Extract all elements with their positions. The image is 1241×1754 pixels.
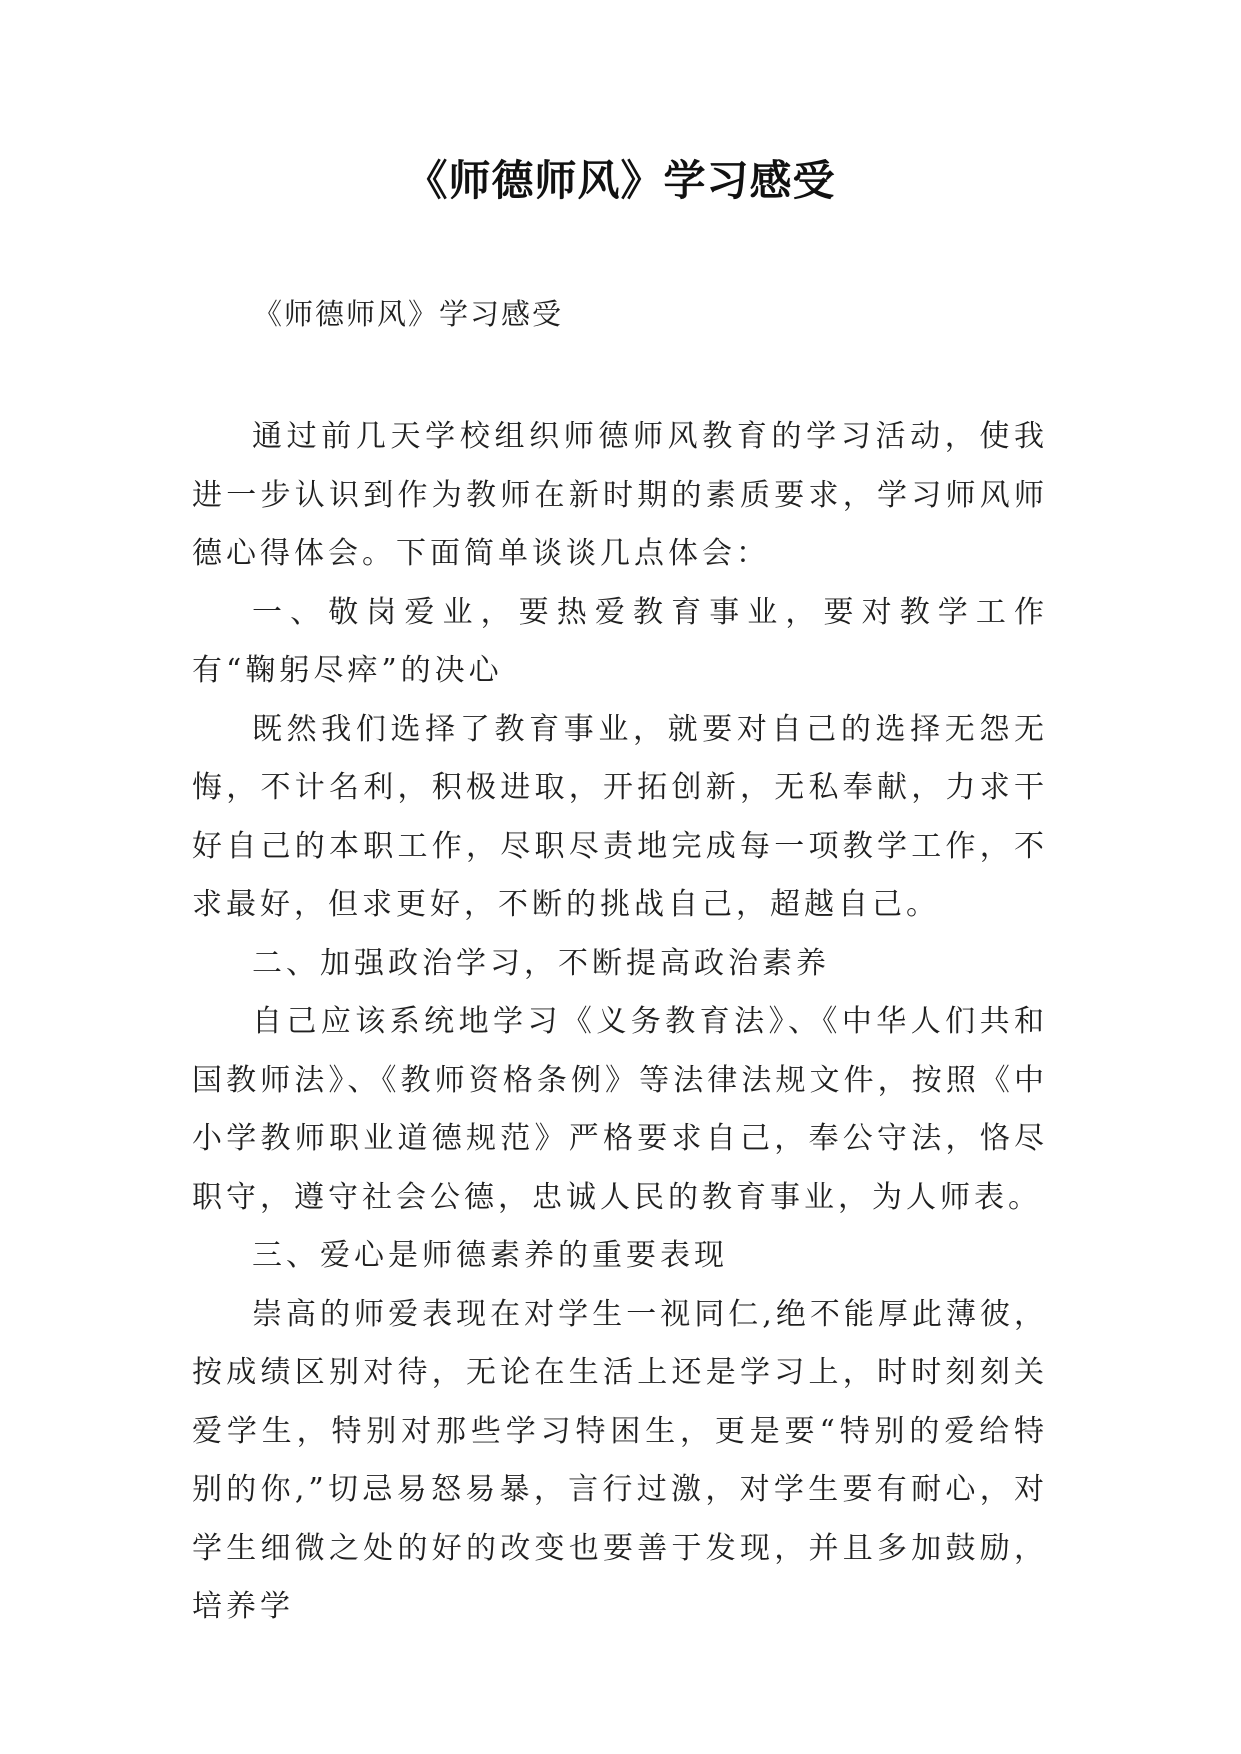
paragraph-section-1: 既然我们选择了教育事业，就要对自己的选择无怨无悔，不计名利，积极进取，开拓创新，无私奉献，力求干好自己的本职工作，尽职尽责地完成每一项教学工作，不求最好，但求更好，不断的挑战自己，超越自己。 xyxy=(192,711,1048,922)
paragraph-section-3: 崇高的师爱表现在对学生一视同仁,绝不能厚此薄彼，按成绩区别对待，无论在生活上还是学习上，时时刻刻关爱学生，特别对那些学习特困生，更是要“特别的爱给特别的你,”切忌易怒易暴，言行过激，对学生要有耐心，对学生细微之处的好的改变也要善于发现，并且多加鼓励，培养学 xyxy=(192,1296,1048,1624)
section-heading-3: 三、爱心是师德素养的重要表现 xyxy=(252,1238,728,1273)
paragraph-intro: 通过前几天学校组织师德师风教育的学习活动，使我进一步认识到作为教师在新时期的素质要求，学习师风师德心得体会。下面简单谈谈几点体会： xyxy=(192,419,1048,571)
section-heading-2: 二、加强政治学习，不断提高政治素养 xyxy=(252,945,830,981)
document-title: 《师德师风》学习感受 xyxy=(405,156,836,205)
document-body xyxy=(192,408,1048,1637)
document-subtitle: 《师德师风》学习感受 xyxy=(253,297,564,331)
paragraph-section-2: 自己应该系统地学习《义务教育法》、《中华人们共和国教师法》、《教师资格条例》等法律法规文件，按照《中小学教师职业道德规范》严格要求自己，奉公守法，恪尽职守，遵守社会公德，忠诚人民的教育事业，为人师表。 xyxy=(192,1004,1048,1215)
section-heading-1: 一、敬岗爱业，要热爱教育事业，要对教学工作有“鞠躬尽瘁”的决心 xyxy=(192,594,1048,688)
